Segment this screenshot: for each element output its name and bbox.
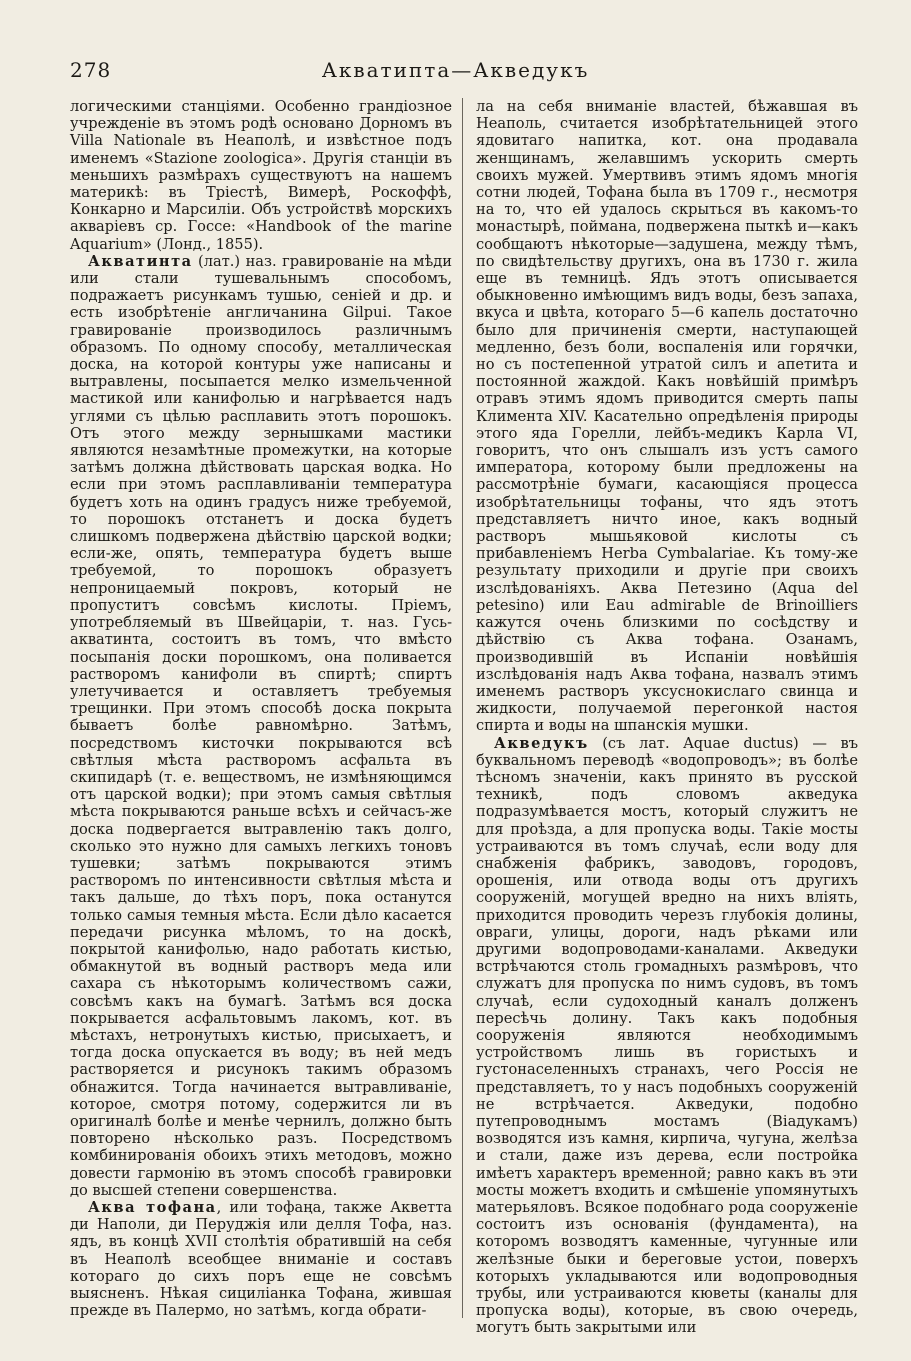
entry-body: (лат.) наз. гравированіе на мѣди или стали тушевальнымъ способомъ, подражаетъ рисункамъ тушью, сеніей и др. и есть изобрѣтеніе англичанина Gilpui. Такое гравированіе производилось различнымъ образомъ. По одному способу, металлическая доска, на которой контуры уже написаны и вытравлены, посыпается мелко измельченной мастикой или канифолью и нагрѣвается надъ углями съ цѣлью расплавить этотъ порошокъ. Отъ этого между зернышками мастики являются незамѣтные промежутки, на которые затѣмъ должна дѣйствовать царская водка. Но если при этомъ расплавливаніи температура будетъ хоть на одинъ градусъ ниже требуемой, то порошокъ отстанетъ и доска будетъ слишкомъ подвержена дѣйствію царской водки; если-же, опять, температура будетъ выше требуемой, то порошокъ образуетъ непроницаемый покровъ, который не пропуститъ совсѣмъ кислоты. Пріемъ, употребляемый въ Швейцаріи, т. наз. Гусь-акватинта, состоитъ въ томъ, что вмѣсто посыпанія доски порошкомъ, она поливается растворомъ канифоли въ спиртѣ; спиртъ улетучивается и оставляетъ требуемыя трещинки. При этомъ способѣ доска покрыта бываетъ болѣе равномѣрно. Затѣмъ, посредствомъ кисточки покрываются всѣ свѣтлыя мѣста растворомъ асфальта въ скипидарѣ (т. е. веществомъ, не измѣняющимся отъ царской водки); при этомъ самыя свѣтлыя мѣста покрываются раньше всѣхъ и сейчасъ-же доска подвергается вытравленію такъ долго, сколько это нужно для самыхъ легкихъ тоновъ тушевки; затѣмъ покрываются этимъ растворомъ по интенсивности свѣтлыя мѣста и такъ дальше, до тѣхъ поръ, пока останутся только самыя темныя мѣста. Если дѣло касается передачи рисунка мѣломъ, то на доскѣ, покрытой канифолью, надо работать кистью, обмакнутой въ водный растворъ меда или сахара съ нѣкоторымъ количествомъ сажи, совсѣмъ какъ на бумагѣ. Затѣмъ вся доска покрывается асфальтовымъ лакомъ, кот. въ мѣстахъ, нетронутыхъ кистью, присыхаетъ, и тогда доска опускается въ воду; въ ней медъ растворяется и рисунокъ такимъ образомъ обнажится. Тогда начинается вытравливаніе, которое, смотря потому, содержится ли въ оригиналѣ болѣе и менѣе чернилъ, должно быть повторено нѣсколько разъ. Посредствомъ комбинированія обоихъ этихъ методовъ, можно довести гармонію въ этомъ способѣ гравировки до высшей степени совершенства. xyxy=(70,252,452,1199)
running-title: Акватипта—Акведукъ xyxy=(321,58,590,82)
entry-akvatinta xyxy=(70,253,452,1199)
entry-body: , или тофаңа, также Акветтa ди Наполи, ди Перуджія или делля Тофа, наз. ядъ, въ концѣ XVII столѣтія обратившій на себя въ Неаполѣ всеобщее вниманіе и составъ котораго до сихъ поръ еще не совсѣмъ выясненъ. Нѣкая сицилiанка Тофана, жившая прежде въ Палермо, но затѣмъ, когда обрати- xyxy=(70,1199,452,1320)
entry-akva-tofana xyxy=(70,1199,452,1319)
left-column xyxy=(70,98,452,1326)
continuation-text: логическими станціями. Особенно грандіозное учрежденіе въ этомъ родѣ основано Дорномъ въ Villa Nationale въ Неаполѣ, и извѣстное подъ именемъ «Stazione zoologica». Другія станціи въ меньшихъ размѣрахъ существуютъ на нашемъ материкѣ: въ Тріестѣ, Вимерѣ, Роскоффѣ, Конкарно и Марсиліи. Объ устройствѣ морскихъ акваріевъ ср. Госсе: «Handbook of the marine Aquarium» (Лонд., 1855). xyxy=(70,98,452,253)
entry-headword: Акватинта xyxy=(88,252,193,270)
entry-akveduk xyxy=(476,735,858,1337)
entry-headword: Акведукъ xyxy=(494,734,589,752)
entry-headword: Аква тофана xyxy=(88,1199,217,1216)
continuation-text: ла на себя вниманіе властей, бѣжавшая въ Неаполь, считается изобрѣтательницей этого ядовитаго напитка, кот. она продавала женщинамъ, желавшимъ ускорить смерть своихъ мужей. Умертвивъ этимъ ядомъ многія сотни людей, Тофана была въ 1709 г., несмотря на то, что ей удалось скрыться въ какомъ-то монастырѣ, поймана, подвержена пыткѣ и—какъ сообщаютъ нѣкоторые—задушена, между тѣмъ, по свидѣтельству другихъ, она въ 1730 г. жила еще въ темницѣ. Ядъ этотъ описывается обыкновенно имѣющимъ видъ воды, безъ запаха, вкуса и цвѣта, котораго 5—6 капель достаточно было для причиненія смерти, наступающей медленно, безъ боли, воспаленія или горячки, но съ постепенной утратой силъ и апетита и постоянной жаждой. Какъ новѣйшій примѣръ отравъ этимъ ядомъ приводится смерть папы Климента XIV. Касательно опредѣленія природы этого яда Горелли, лейбъ-медикъ Карла VI, говоритъ, что онъ слышалъ изъ устъ самого императора, которому были предложены на рассмотрѣніе бумаги, касающіяся процесса изобрѣтательницы тофаны, что ядъ этотъ представляетъ ничто иное, какъ водный растворъ мышьяковой кислоты съ прибавленіемъ Herba Cymbalariae. Къ тому-же результату приходили и другіе при своихъ изслѣдованіяхъ. Аква Петезино (Aqua del petesino) или Eau admirable de Brinoilliers кажутся очень близкими по сосѣдству и дѣйствію съ Аква тофана. Озанамъ, производившій въ Испаніи новѣйшія изслѣдованія надъ Аква тофана, назвалъ этимъ именемъ растворъ уксуснокислаго свинца и жидкости, получаемой перегонкой настоя спирта и воды на шпанскія мушки. xyxy=(476,98,858,735)
page-number: 278 xyxy=(70,58,112,82)
entry-body: (съ лат. Aquae ductus) — въ буквальномъ переводѣ «водопроводъ»; въ болѣе тѣсномъ значеніи, какъ принято въ русской техникѣ, подъ словомъ акведука подразумѣвается мостъ, который служитъ не для проѣзда, а для пропуска воды. Такіе мосты устраиваются въ томъ случаѣ, если воду для снабженія фабрикъ, заводовъ, городовъ, орошенія, или отвода воды отъ другихъ сооруженій, могущей вредно на нихъ вліять, приходится проводить черезъ глубокія долины, овраги, улицы, дороги, надъ рѣками или другими водопроводами-каналами. Акведуки встрѣчаются столь громадныхъ размѣровъ, что служатъ для пропуска по нимъ судовъ, въ томъ случаѣ, если судоходный каналъ долженъ пересѣчь долину. Такъ какъ подобныя сооруженія являются необходимымъ устройствомъ лишь въ гористыхъ и густонаселенныхъ странахъ, чего Россія не представляетъ, то у насъ подобныхъ сооруженій не встрѣчается. Акведуки, подобно путепроводнымъ мостамъ (Віадукамъ) возводятся изъ камня, кирпича, чугуна, желѣза и стали, даже изъ дерева, если постройка имѣетъ характеръ временной; равно какъ въ эти мосты можетъ входить и смѣшеніе упомянутыхъ матерьяловъ. Всякое подобнаго рода сооруженіе состоитъ изъ основанія (фундамента), на которомъ возводятъ каменные, чугунные или желѣзные быки и береговые устои, поверхъ которыхъ укладываются или водопроводныя трубы, или устраиваются кюветы (каналы для пропуска воды), которые, въ свою очередь, могутъ быть закрытыми или xyxy=(476,734,858,1337)
page-header xyxy=(70,58,841,88)
right-column xyxy=(476,98,858,1337)
column-divider xyxy=(462,98,463,1318)
